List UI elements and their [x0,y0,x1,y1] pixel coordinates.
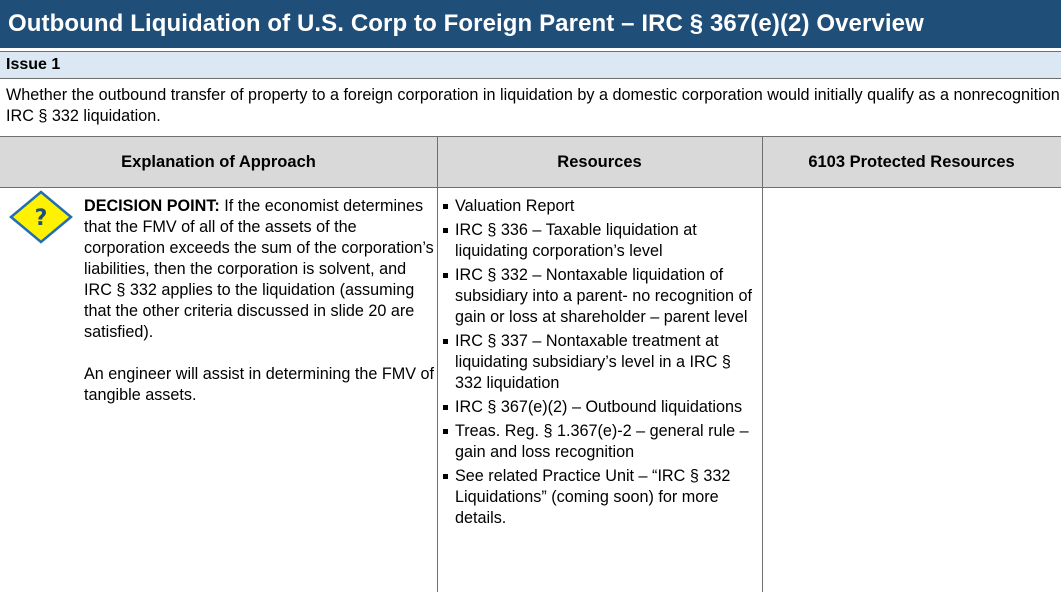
list-item: IRC § 367(e)(2) – Outbound liquidations [441,397,759,418]
decision-point-question-icon [9,190,73,244]
list-item: Treas. Reg. § 1.367(e)-2 – general rule – gain and loss recognition [441,421,759,463]
engineer-paragraph: An engineer will assist in determining the FMV of tangible assets. [84,365,434,404]
list-item: IRC § 337 – Nontaxable treatment at liquidating subsidiary’s level in a IRC § 332 liquidation [441,331,759,394]
approach-table [0,136,1061,592]
page-title: Outbound Liquidation of U.S. Corp to Foreign Parent – IRC § 367(e)(2) Overview [8,10,924,37]
title-bar [0,0,1061,48]
header-resources: Resources [557,152,642,171]
list-item: See related Practice Unit – “IRC § 332 Liquidations” (coming soon) for more details. [441,466,759,529]
list-item: Valuation Report [441,196,759,217]
column-divider [437,136,438,592]
protected-resources-cell [763,188,1061,592]
list-item: IRC § 332 – Nontaxable liquidation of subsidiary into a parent- no recognition of gain or loss at shareholder – parent level [441,265,759,328]
svg-text:?: ? [34,206,48,231]
header-protected-resources: 6103 Protected Resources [808,152,1015,171]
header-explanation: Explanation of Approach [121,152,316,171]
issue-header [0,51,1061,79]
issue-label: Issue 1 [6,56,61,73]
decision-point-text: If the economist determines that the FMV of all of the assets of the corporation exceeds the sum of the corporation’s liabilities, then the corporation is solvent, and IRC § 332 applies to the liquidation (assuming that the other criteria discussed in slide 20 are satisfied). [84,197,434,341]
decision-point-paragraph [84,196,434,343]
explanation-cell [84,196,434,406]
resources-list [441,196,759,532]
issue-description: Whether the outbound transfer of property to a foreign corporation in liquidation by a domestic corporation would initially qualify as a nonrecognition IRC § 332 liquidation. [6,86,1060,125]
list-item: IRC § 336 – Taxable liquidation at liquidating corporation’s level [441,220,759,262]
decision-point-label: DECISION POINT: [84,197,220,215]
table-header-row [0,136,1061,188]
